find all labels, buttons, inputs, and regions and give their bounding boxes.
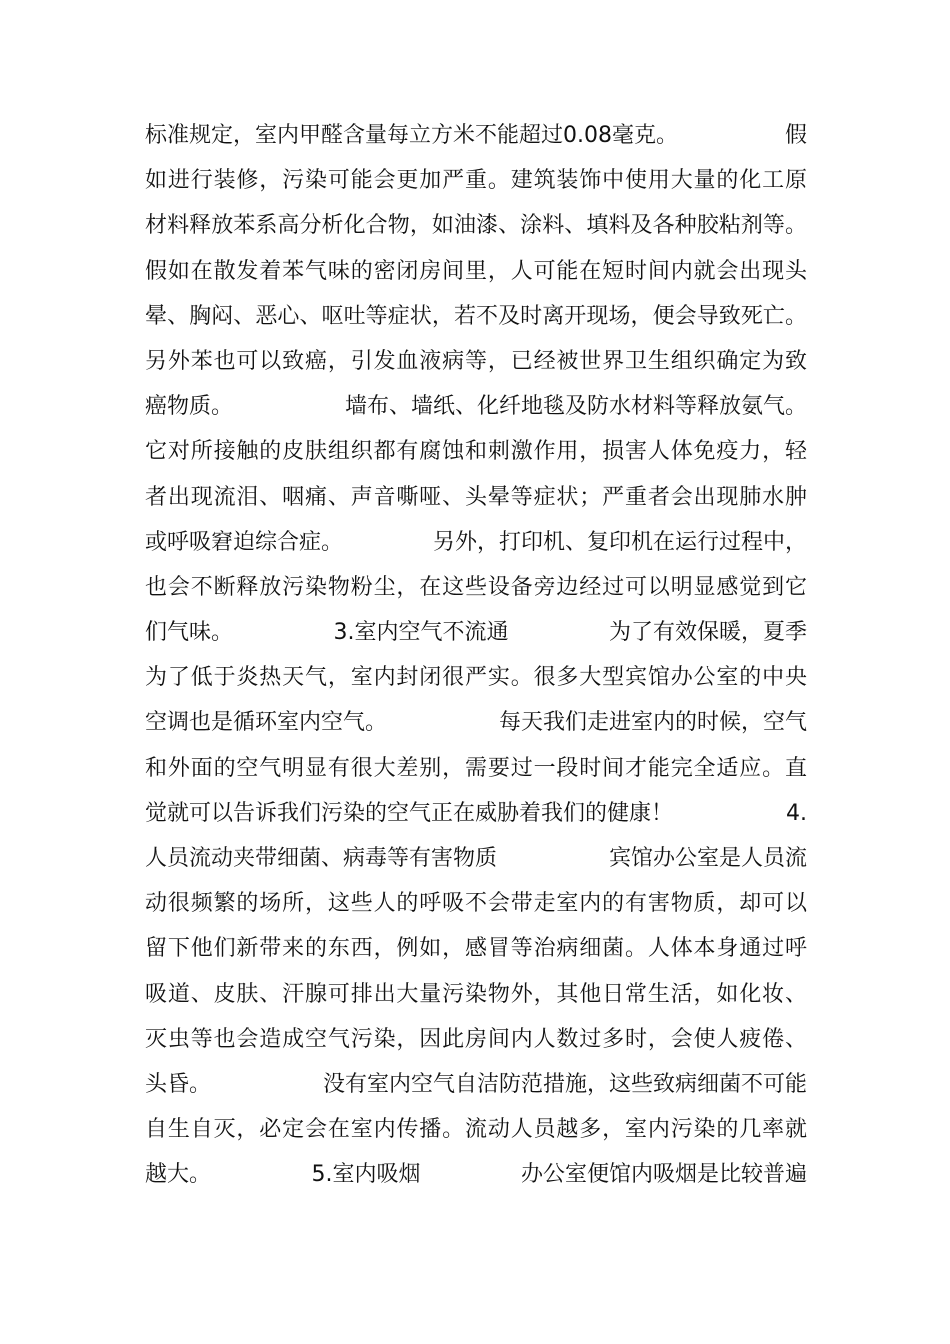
text-segment: 空调也是循环室内空气。 [145, 710, 388, 736]
text-line [145, 203, 807, 248]
text-line [145, 700, 807, 745]
text-segment: 人员流动夹带细菌、病毒等有害物质 [145, 846, 498, 871]
text-segment: 材料释放苯系高分析化合物，如油漆、涂料、填料及各种胶粘剂等。 [145, 213, 807, 239]
text-segment: 为了低于炎热天气，室内封闭很严实。很多大型宾馆办公室的中央 [145, 665, 807, 691]
text-line [145, 294, 807, 339]
text-line [145, 881, 807, 926]
text-segment: 灭虫等也会造成空气污染，因此房间内人数过多时，会使人疲倦、 [145, 1026, 807, 1052]
text-segment: 为了有效保暖，夏季 [608, 620, 807, 646]
text-line [145, 429, 807, 474]
text-segment: 觉就可以告诉我们污染的空气正在威胁着我们的健康！ [145, 800, 674, 826]
text-segment: 墙布、墙纸、化纤地毯及防水材料等释放氨气。 [344, 394, 807, 420]
text-line [145, 972, 807, 1017]
text-segment: 头昏。 [145, 1071, 212, 1097]
text-segment: 3.室内空气不流通 [333, 620, 509, 646]
text-segment: 者出现流泪、咽痛、声音嘶哑、头晕等症状；严重者会出现肺水肿 [145, 484, 807, 510]
text-segment: 如进行装修，污染可能会更加严重。建筑装饰中使用大量的化工原 [145, 168, 807, 194]
text-segment: 宾馆办公室是人员流 [608, 846, 807, 871]
text-line [145, 610, 807, 655]
text-line [145, 1062, 807, 1107]
text-segment: 办公室便馆内吸烟是比较普遍 [520, 1162, 807, 1188]
text-line [145, 339, 807, 384]
text-segment: 假 [784, 123, 807, 148]
text-line [145, 1107, 807, 1152]
text-line [145, 475, 807, 520]
text-segment: 留下他们新带来的东西，例如，感冒等治病细菌。人体本身通过呼 [145, 936, 807, 962]
text-line [145, 746, 807, 791]
text-segment: 也会不断释放污染物粉尘，在这些设备旁边经过可以明显感觉到它 [145, 574, 807, 600]
text-line [145, 926, 807, 971]
document-page [145, 113, 807, 1198]
text-segment: 和外面的空气明显有很大差别，需要过一段时间才能完全适应。直 [145, 755, 807, 781]
text-line [145, 520, 807, 565]
text-line [145, 565, 807, 610]
text-line [145, 158, 807, 203]
text-segment: 癌物质。 [145, 394, 234, 420]
text-line [145, 836, 807, 881]
text-segment: 们气味。 [145, 620, 234, 646]
text-line [145, 384, 807, 429]
text-segment: 另外，打印机、复印机在运行过程中， [432, 529, 807, 555]
text-segment: 没有室内空气自洁防范措施，这些致病细菌不可能 [322, 1071, 807, 1097]
text-line [145, 1152, 807, 1197]
text-segment: 它对所接触的皮肤组织都有腐蚀和刺激作用，损害人体免疫力，轻 [145, 439, 807, 465]
text-line [145, 113, 807, 158]
text-line [145, 655, 807, 700]
text-segment: 标准规定，室内甲醛含量每立方米不能超过0.08毫克。 [145, 123, 678, 148]
text-segment: 假如在散发着苯气味的密闭房间里，人可能在短时间内就会出现头 [145, 258, 807, 284]
text-segment: 动很频繁的场所，这些人的呼吸不会带走室内的有害物质，却可以 [145, 891, 807, 917]
text-segment: 5.室内吸烟 [311, 1162, 421, 1188]
text-segment: 自生自灭，必定会在室内传播。流动人员越多，室内污染的几率就 [145, 1117, 807, 1143]
text-segment: 越大。 [145, 1162, 212, 1188]
text-segment: 4. [786, 800, 807, 826]
text-segment: 每天我们走进室内的时候，空气 [498, 710, 807, 736]
text-line [145, 249, 807, 294]
text-segment: 晕、胸闷、恶心、呕吐等症状，若不及时离开现场，便会导致死亡。 [145, 303, 807, 329]
text-segment: 另外苯也可以致癌，引发血液病等，已经被世界卫生组织确定为致 [145, 348, 807, 374]
text-line [145, 791, 807, 836]
text-line [145, 1017, 807, 1062]
text-segment: 或呼吸窘迫综合症。 [145, 529, 344, 555]
text-segment: 吸道、皮肤、汗腺可排出大量污染物外，其他日常生活，如化妆、 [145, 981, 807, 1007]
